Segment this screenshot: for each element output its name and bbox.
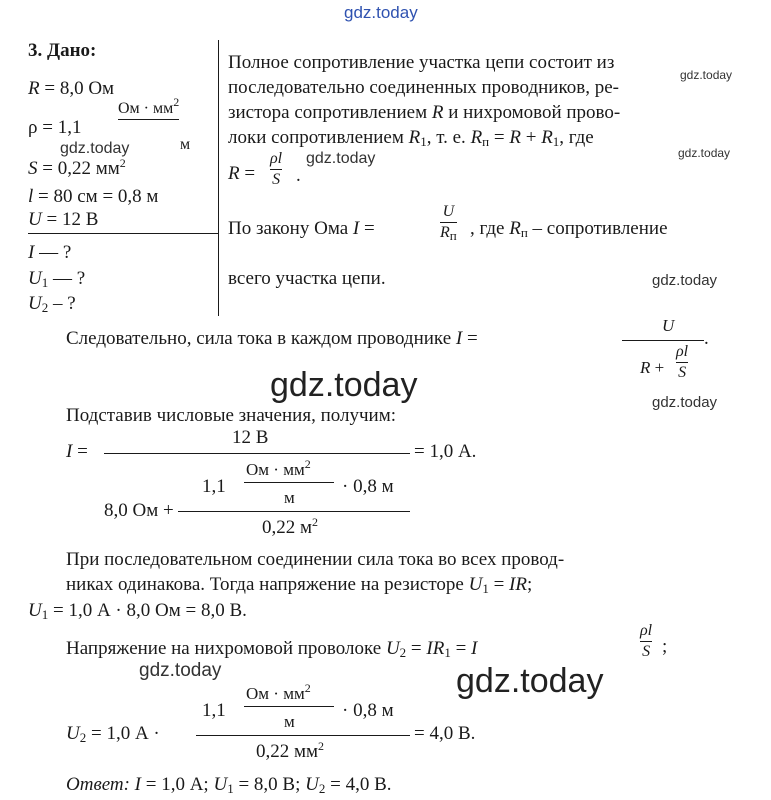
calc2-lhs: $U_2 = 1,0$ А · bbox=[66, 723, 160, 745]
given-rho-value: = 1,1 bbox=[42, 117, 82, 138]
formula-r-frac: ρl S bbox=[270, 150, 283, 188]
find-u1-text: — ? bbox=[52, 268, 86, 289]
watermark-large: gdz.today bbox=[456, 662, 604, 700]
p1-line4-c: где bbox=[568, 127, 594, 148]
calc2-len: · 0,8 м bbox=[342, 700, 394, 721]
find-u2-text: – ? bbox=[52, 293, 76, 314]
calc2-unit-num: Ом · $мм^2$ bbox=[246, 681, 311, 703]
calc1-om: 8,0 Ом + bbox=[104, 500, 174, 521]
p3-rho-frac: ρl S bbox=[676, 343, 689, 381]
p1-line1: Полное сопротивление участка цепи состоит из bbox=[228, 52, 615, 73]
watermark: gdz.today bbox=[652, 272, 718, 289]
p5-line2-text: никах одинакова. Тогда напряжение на резисторе bbox=[66, 574, 464, 595]
calc2-main-bar bbox=[196, 735, 410, 736]
watermark: gdz.today bbox=[60, 140, 130, 157]
given-heading: 3. Дано: bbox=[28, 40, 97, 61]
p2-b: , где bbox=[470, 218, 505, 239]
answer-i: = 1,0 А; bbox=[145, 774, 209, 795]
p5-line1: При последовательном соединении сила тока во всех провод- bbox=[66, 549, 565, 570]
answer-u1: = 8,0 В; bbox=[238, 774, 301, 795]
given-r-value: = 8,0 Ом bbox=[44, 78, 115, 99]
given-rho-unit-num: Ом · мм bbox=[118, 100, 174, 117]
calc2-area: 0,22 $мм^2$ bbox=[256, 739, 325, 762]
calc2-unit-den: м bbox=[284, 712, 295, 731]
calc2-unum-text: Ом · мм bbox=[246, 684, 305, 703]
calc1-coef: 1,1 bbox=[202, 476, 226, 497]
p3-frac-bar bbox=[622, 340, 704, 341]
calc1-unum-text: Ом · мм bbox=[246, 460, 305, 479]
calc1-area-text: 0,22 м bbox=[262, 517, 313, 538]
formula-r: R = bbox=[228, 163, 256, 184]
watermark-top: gdz.today bbox=[344, 3, 418, 22]
p6-rho-frac: ρl S bbox=[640, 622, 653, 660]
calc2-pre: = 1,0 А · bbox=[90, 723, 160, 744]
calc1-main-bar bbox=[104, 453, 410, 454]
p1-line3: зистора сопротивлением R и нихромовой прово- bbox=[228, 102, 621, 123]
p1-line4-b: , т. е. bbox=[426, 127, 466, 148]
given-l: l = 80 см = 0,8 м bbox=[28, 186, 159, 207]
given-rho-unit: Ом · $мм^2$ bbox=[118, 100, 179, 139]
watermark: gdz.today bbox=[680, 68, 733, 82]
calc1-inner-bar bbox=[178, 511, 410, 512]
calc2-result: = 4,0 В. bbox=[414, 723, 476, 744]
watermark: gdz.today bbox=[678, 146, 731, 160]
p1-line3-b: и нихромовой прово- bbox=[448, 102, 621, 123]
given-r: R = 8,0 Ом bbox=[28, 78, 115, 99]
watermark: gdz.today bbox=[306, 150, 376, 167]
given-divider bbox=[218, 40, 219, 316]
given-rho: ρ = 1,1 bbox=[28, 117, 82, 138]
p1-line4: локи сопротивлением $R_1$, т. е. $R_п = R + R_1$, где bbox=[228, 127, 594, 149]
p5-line3-text: = 1,0 А · 8,0 Ом = 8,0 В. bbox=[52, 600, 247, 621]
p1-line4-a: локи сопротивлением bbox=[228, 127, 404, 148]
p2-line1: По закону Ома I = bbox=[228, 218, 375, 239]
p2-a: По закону Ома bbox=[228, 218, 349, 239]
watermark-large: gdz.today bbox=[270, 366, 418, 404]
calc1-area: 0,22 $м^2$ bbox=[262, 515, 319, 538]
given-separator bbox=[28, 233, 218, 234]
calc1-unit-num: Ом · $мм^2$ bbox=[246, 457, 311, 479]
watermark: gdz.today bbox=[139, 660, 222, 681]
answer-line: Ответ: I = 1,0 А; $U_1 = 8,0$ В; $U_2 = 4,0$ В. bbox=[66, 774, 392, 796]
given-u: U = 12 В bbox=[28, 209, 99, 230]
calc1-num: 12 В bbox=[232, 427, 269, 448]
calc1-unit-den: м bbox=[284, 488, 295, 507]
p1-line3-a: зистора сопротивлением bbox=[228, 102, 428, 123]
find-i: I — ? bbox=[28, 242, 72, 263]
p6-line: Напряжение на нихромовой проволоке $U_2 = IR_1 = I$ bbox=[66, 638, 478, 660]
p4-line: Подставив числовые значения, получим: bbox=[66, 405, 396, 426]
p3-text: Следовательно, сила тока в каждом проводнике bbox=[66, 328, 452, 349]
calc2-coef: 1,1 bbox=[202, 700, 226, 721]
given-s: S = 0,22 $мм^2$ bbox=[28, 156, 126, 179]
calc2-unit-bar bbox=[244, 706, 334, 707]
given-l-value: = 80 см = 0,8 м bbox=[38, 186, 159, 207]
find-u2: $U_2$ – ? bbox=[28, 293, 76, 315]
calc1-len: · 0,8 м bbox=[342, 476, 394, 497]
watermark: gdz.today bbox=[652, 394, 718, 411]
calc1-i: I = bbox=[66, 441, 88, 462]
find-i-text: — ? bbox=[39, 242, 72, 263]
p1-line2: последовательно соединенных проводников, ре- bbox=[228, 77, 619, 98]
given-u-value: = 12 В bbox=[46, 209, 99, 230]
ohm-frac: U $R_п$ bbox=[440, 203, 457, 243]
p2-line1b: , где $R_п$ – сопротивление bbox=[470, 218, 668, 240]
answer-u2: = 4,0 В. bbox=[330, 774, 392, 795]
p2-line2: всего участка цепи. bbox=[228, 268, 386, 289]
answer-label: Ответ: bbox=[66, 774, 130, 795]
p2-c: – сопротивление bbox=[532, 218, 668, 239]
p5-line2: никах одинакова. Тогда напряжение на резисторе $U_1$ = IR; bbox=[66, 574, 533, 596]
find-u1: $U_1$ — ? bbox=[28, 268, 86, 290]
given-s-value: = 0,22 мм bbox=[42, 158, 120, 179]
p3-line: Следовательно, сила тока в каждом проводнике I = bbox=[66, 328, 478, 349]
p5-line3: $U_1 = 1,0$ А · 8,0 Ом = 8,0 В. bbox=[28, 600, 247, 622]
calc2-area-text: 0,22 мм bbox=[256, 741, 319, 762]
p6-text: Напряжение на нихромовой проволоке bbox=[66, 638, 382, 659]
calc1-unit-bar bbox=[244, 482, 334, 483]
calc1-result: = 1,0 А. bbox=[414, 441, 477, 462]
